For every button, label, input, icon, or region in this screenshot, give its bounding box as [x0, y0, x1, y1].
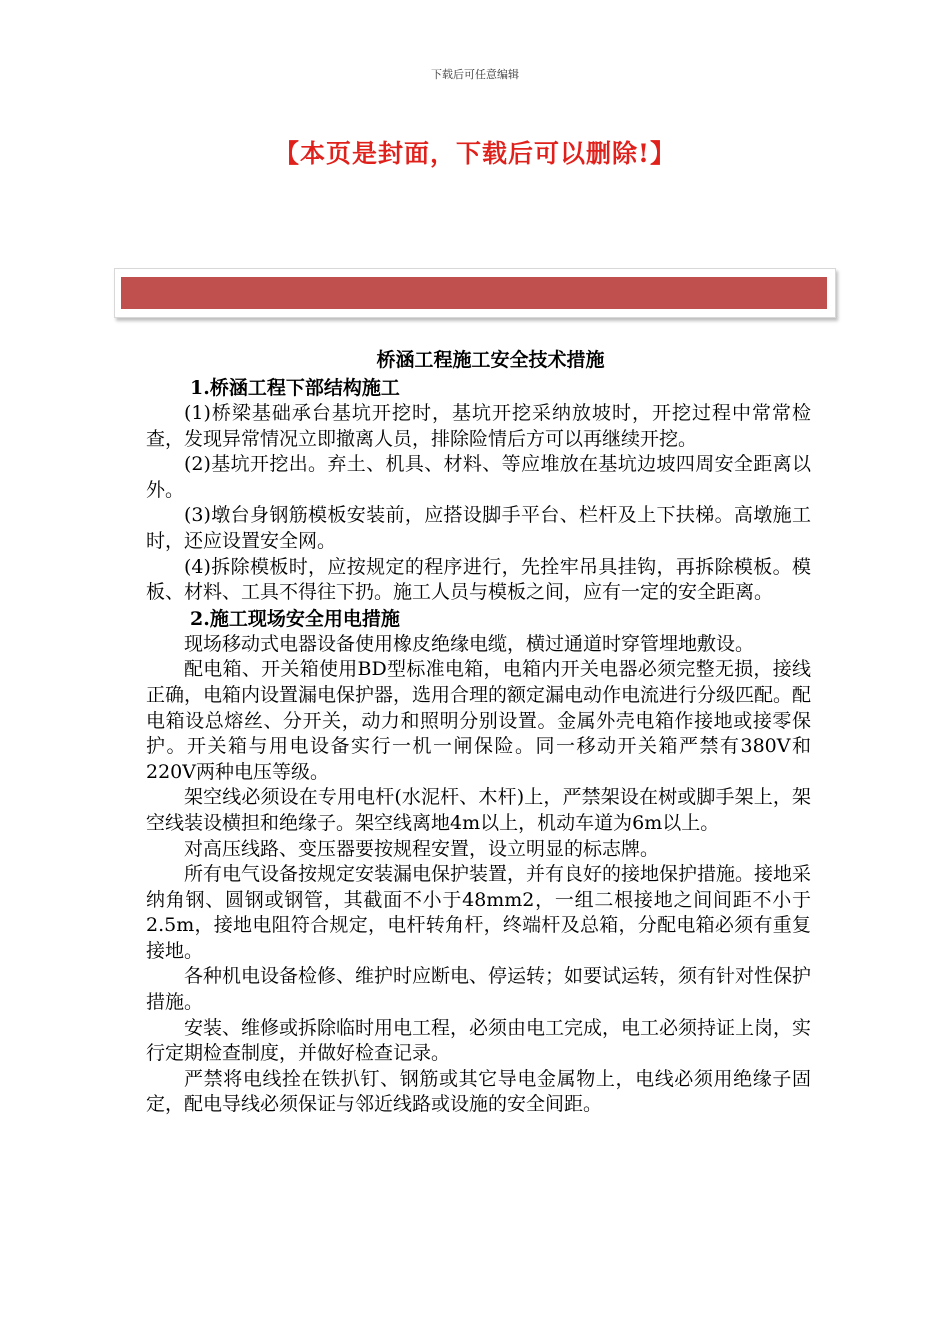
document-body [146, 345, 811, 1118]
section-heading-2: 2.施工现场安全用电措施 [190, 607, 400, 630]
decorative-banner [114, 268, 836, 318]
paragraph: 对高压线路、变压器要按规程安置，设立明显的标志牌。 [184, 837, 660, 860]
document-title: 桥涵工程施工安全技术措施 [376, 349, 605, 371]
section-heading-1: 1.桥涵工程下部结构施工 [190, 377, 400, 399]
paragraph: 架空线必须设在专用电杆(水泥杆、木杆)上，严禁架设在树或脚手架上，架空线装设横担和绝缘子。架空线离地4m以上，机动车道为6m以上。 [146, 786, 811, 834]
paragraph: (1)桥梁基础承台基坑开挖时，基坑开挖采纳放坡时，开挖过程中常常检查，发现异常情况立即撤离人员，排除险情后方可以再继续开挖。 [146, 402, 811, 450]
paragraph: 现场移动式电器设备使用橡皮绝缘电缆，横过通道时穿管埋地敷设。 [184, 632, 755, 655]
paragraph: (3)墩台身钢筋模板安装前，应搭设脚手平台、栏杆及上下扶梯。高墩施工时，还应设置安全网。 [146, 504, 811, 552]
paragraph: 安装、维修或拆除临时用电工程，必须由电工完成，电工必须持证上岗，实行定期检查制度，并做好检查记录。 [146, 1016, 812, 1065]
paragraph: 各种机电设备检修、维护时应断电、停运转；如要试运转，须有针对性保护措施。 [146, 965, 812, 1014]
cover-notice: 【本页是封面，下载后可以删除!】 [274, 139, 676, 168]
paragraph: 配电箱、开关箱使用BD型标准电箱，电箱内开关电器必须完整无损，接线正确，电箱内设置漏电保护器，选用合理的额定漏电动作电流进行分级匹配。配电箱设总熔丝、分开关，动力和照明分别设置。金属外壳电箱作接地或接零保护。开关箱与用电设备实行一机一闸保险。同一移动开关箱严禁有380V和220V两种电压等级。 [146, 658, 812, 783]
paragraph: 严禁将电线拴在铁扒钉、钢筋或其它导电金属物上，电线必须用绝缘子固定，配电导线必须保证与邻近线路或设施的安全间距。 [146, 1067, 811, 1116]
paragraph: 所有电气设备按规定安装漏电保护装置，并有良好的接地保护措施。接地采纳角钢、圆钢或钢管，其截面不小于48mm2，一组二根接地之间间距不小于2.5m，接地电阻符合规定，电杆转角杆，终端杆及总箱，分配电箱必须有重复接地。 [146, 863, 812, 962]
header-note: 下载后可任意编辑 [431, 68, 519, 81]
banner-fill [121, 277, 827, 309]
paragraph: (4)拆除模板时，应按规定的程序进行，先拴牢吊具挂钩，再拆除模板。模板、材料、工具不得往下扔。施工人员与模板之间，应有一定的安全距离。 [146, 555, 811, 604]
paragraph: (2)基坑开挖出。弃土、机具、材料、等应堆放在基坑边坡四周安全距离以外。 [146, 453, 811, 501]
